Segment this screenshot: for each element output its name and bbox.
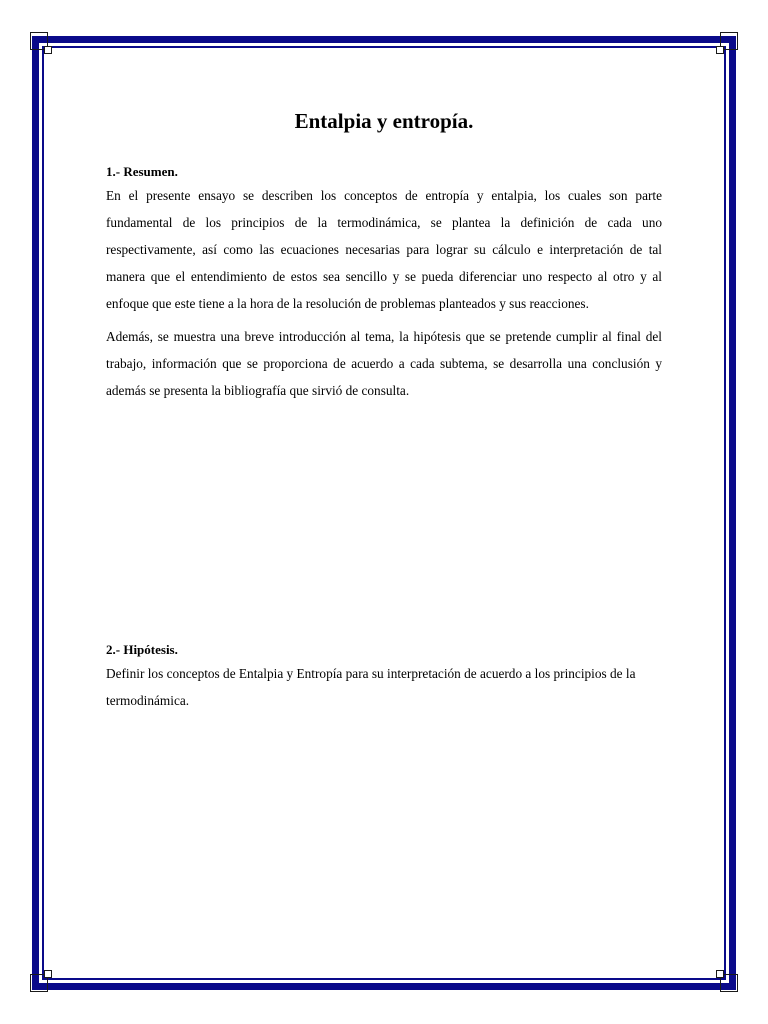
section-heading-hipotesis: 2.- Hipótesis. [106,642,178,657]
document-title: Entalpia y entropía. [294,109,474,133]
corner-ornament-top-right [720,32,738,50]
corner-ornament-bottom-left [30,974,48,992]
paragraph-resumen-1: En el presente ensayo se describen los conceptos de entropía y entalpia, los cuales son parte fundamental de los principios de la termodinámica, se plantea la definición de cada uno respectivamente, así como las ecuaciones necesarias para lograr su cálculo e interpretación de tal manera que el entendimiento de estos sea sencillo y se pueda diferenciar uno respecto al otro y al enfoque que este tiene a la hora de la resolución de problemas planteados y sus reacciones. [106,188,662,311]
section-hipotesis [106,640,662,714]
document-content [106,104,662,708]
corner-ornament-top-left [30,32,48,50]
paragraph-hipotesis-1: Definir los conceptos de Entalpia y Entropía para su interpretación de acuerdo a los principios de la termodinámica. [106,666,636,708]
paragraph-resumen-2: Además, se muestra una breve introducción al tema, la hipótesis que se pretende cumplir al final del trabajo, información que se proporciona de acuerdo a cada subtema, se desarrolla una conclusión y además se presenta la bibliografía que sirvió de consulta. [106,329,662,398]
section-resumen [106,162,662,404]
section-heading-resumen: 1.- Resumen. [106,164,178,179]
corner-ornament-bottom-right [720,974,738,992]
